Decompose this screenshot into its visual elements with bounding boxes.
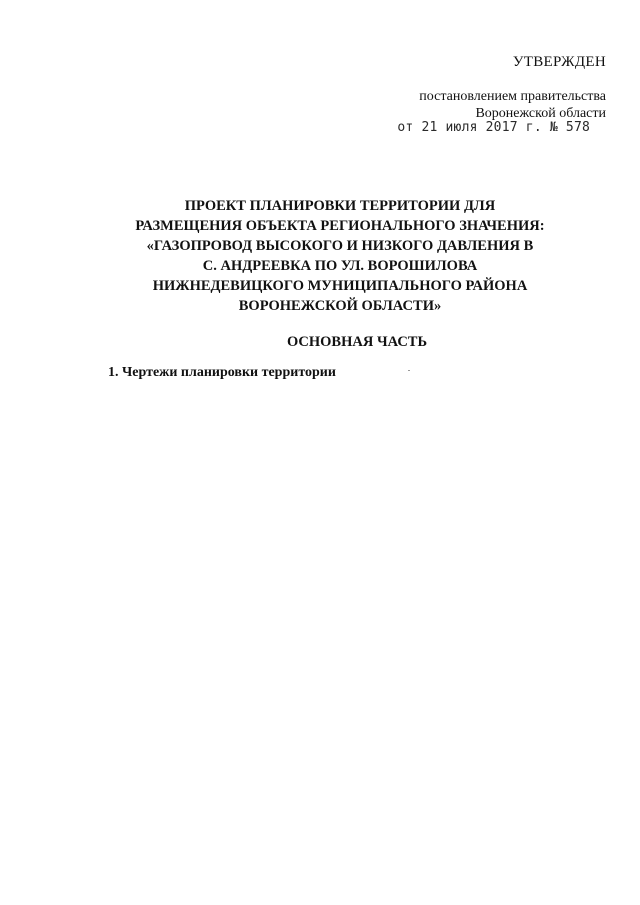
scan-speck (408, 370, 410, 371)
decree-reference (419, 88, 606, 122)
decree-line-1: постановлением правительства (419, 89, 606, 104)
section-item-1: 1. Чертежи планировки территории (108, 365, 336, 380)
approval-stamp: УТВЕРЖДЕН (512, 54, 606, 70)
decree-line-2: Воронежской области (475, 106, 606, 121)
title-line-5: НИЖНЕДЕВИЦКОГО МУНИЦИПАЛЬНОГО РАЙОНА (152, 278, 528, 294)
title-line-4: С. АНДРЕЕВКА ПО УЛ. ВОРОШИЛОВА (202, 258, 478, 274)
title-line-2: РАЗМЕЩЕНИЯ ОБЪЕКТА РЕГИОНАЛЬНОГО ЗНАЧЕНИЯ: (135, 218, 545, 234)
decree-date: от 21 июля 2017 г. № 578 (397, 120, 590, 135)
title-line-1: ПРОЕКТ ПЛАНИРОВКИ ТЕРРИТОРИИ ДЛЯ (184, 198, 496, 214)
title-line-3: «ГАЗОПРОВОД ВЫСОКОГО И НИЗКОГО ДАВЛЕНИЯ В (146, 238, 534, 254)
section-heading: ОСНОВНАЯ ЧАСТЬ (286, 334, 428, 350)
document-title (90, 196, 590, 316)
title-line-6: ВОРОНЕЖСКОЙ ОБЛАСТИ» (238, 298, 442, 314)
